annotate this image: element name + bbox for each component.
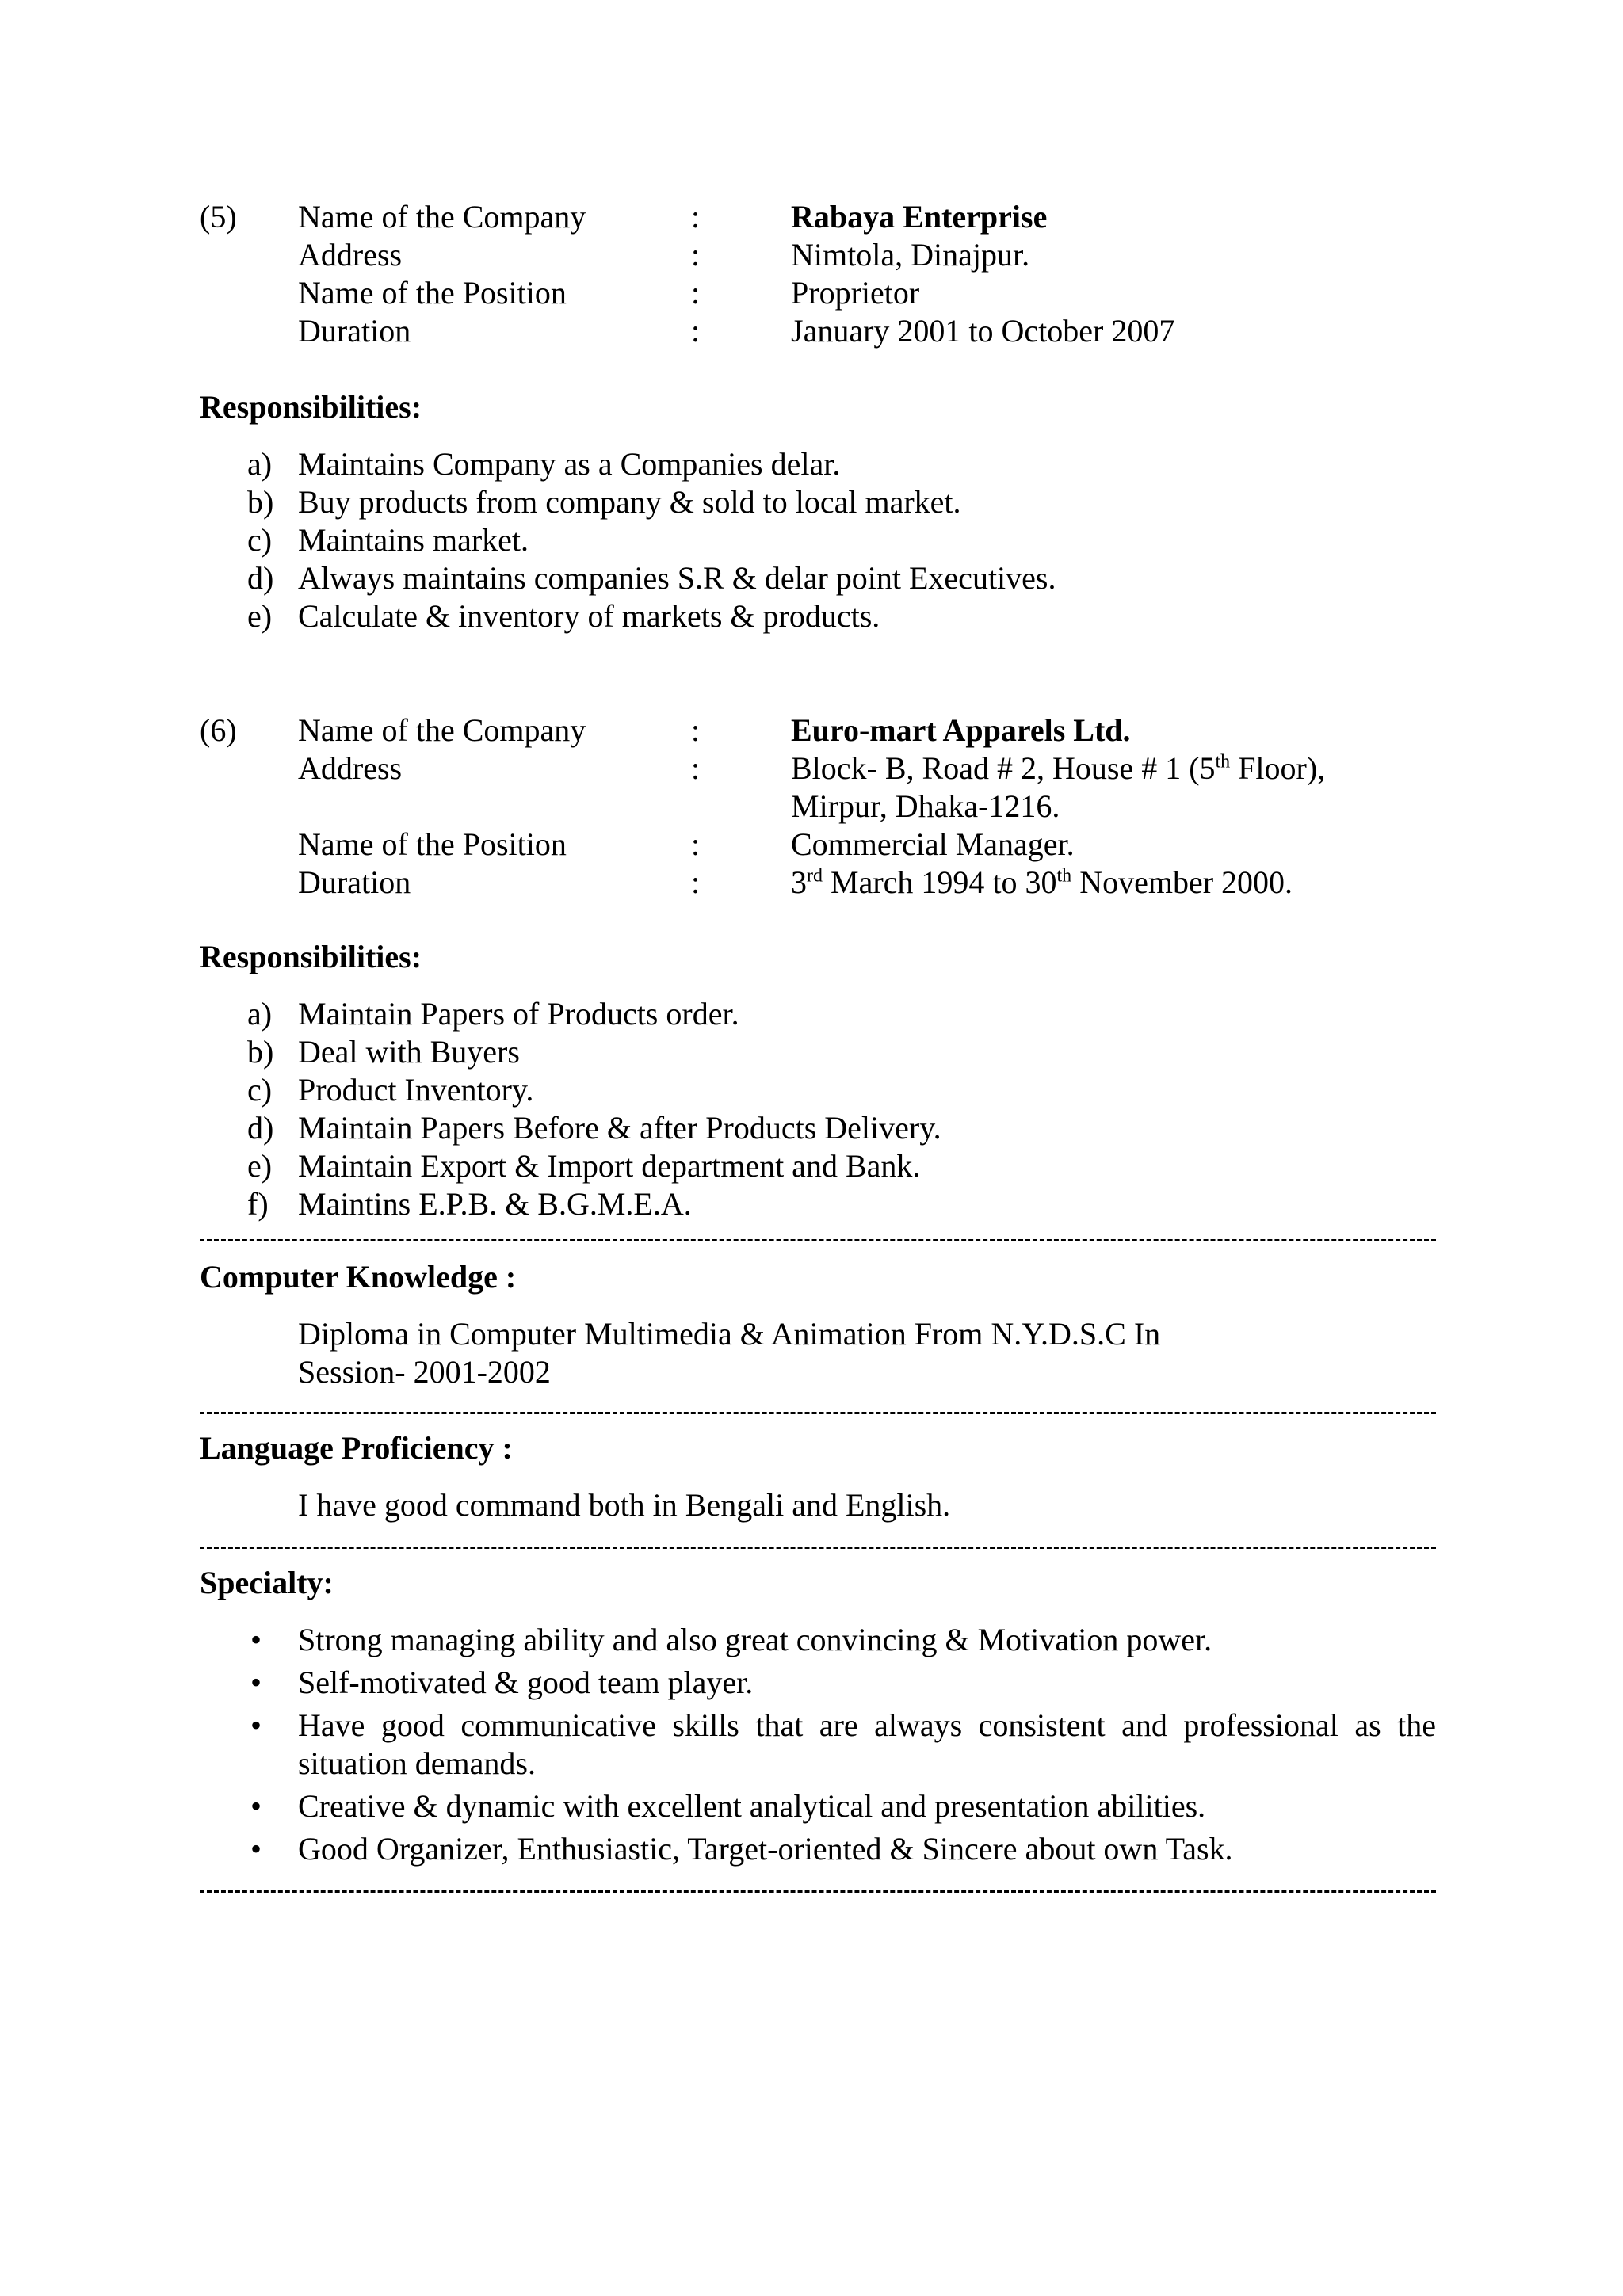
list-marker: c)	[247, 1072, 273, 1108]
list-marker: a)	[247, 446, 273, 482]
address-text: Block- B, Road # 2, House # 1 (5	[791, 750, 1216, 786]
job-5-number: (5)	[200, 199, 237, 235]
colon: :	[691, 826, 701, 862]
list-item	[200, 1185, 1436, 1223]
bullet-icon: •	[250, 1707, 262, 1743]
specialty-heading: Specialty:	[200, 1565, 334, 1600]
job-6-company-row	[200, 711, 1436, 749]
list-text: Maintain Papers Before & after Products Delivery.	[298, 1110, 941, 1146]
list-item	[200, 1147, 1436, 1185]
list-item	[200, 559, 1436, 597]
list-item	[200, 1033, 1436, 1071]
colon: :	[691, 313, 701, 349]
language-proficiency-text: I have good command both in Bengali and English.	[298, 1487, 951, 1523]
job-5-address-row	[200, 236, 1436, 274]
job-6-number: (6)	[200, 712, 237, 748]
colon: :	[691, 750, 701, 786]
job-5-duration-row	[200, 312, 1436, 350]
list-marker: a)	[247, 996, 273, 1032]
list-marker: e)	[247, 598, 273, 634]
list-item	[200, 597, 1436, 635]
list-marker: f)	[247, 1186, 269, 1222]
colon: :	[691, 237, 701, 273]
address-label: Address	[298, 750, 403, 786]
bullet-icon: •	[250, 1788, 262, 1824]
duration-label: Duration	[298, 313, 411, 349]
list-item	[200, 521, 1436, 559]
list-item	[200, 445, 1436, 483]
position-label: Name of the Position	[298, 826, 567, 862]
list-text: Buy products from company & sold to local market.	[298, 484, 961, 520]
list-text: Have good communicative skills that are always consistent and professional as the situation demands.	[298, 1707, 1436, 1781]
list-item	[200, 1830, 1436, 1868]
list-item	[200, 1707, 1436, 1783]
computer-knowledge-heading: Computer Knowledge :	[200, 1259, 517, 1295]
job-6-duration-row	[200, 864, 1436, 902]
ordinal-suffix: th	[1056, 865, 1072, 887]
language-proficiency-heading: Language Proficiency :	[200, 1430, 513, 1466]
colon: :	[691, 864, 701, 900]
list-item	[200, 1787, 1436, 1825]
address-text: Floor),	[1230, 750, 1326, 786]
list-text: Maintains Company as a Companies delar.	[298, 446, 841, 482]
list-marker: b)	[247, 1034, 274, 1070]
list-marker: c)	[247, 522, 273, 558]
job-5-position-row	[200, 274, 1436, 312]
colon: :	[691, 712, 701, 748]
colon: :	[691, 199, 701, 235]
list-item	[200, 483, 1436, 521]
list-text: Maintins E.P.B. & B.G.M.E.A.	[298, 1186, 692, 1222]
list-text: Maintains market.	[298, 522, 529, 558]
list-item	[200, 1621, 1436, 1659]
job-5-details	[200, 198, 1436, 350]
job-5-responsibilities-list	[200, 445, 1436, 635]
duration-value	[791, 864, 1293, 902]
job-6-address-row	[200, 749, 1436, 788]
computer-knowledge-line-1: Diploma in Computer Multimedia & Animation From N.Y.D.S.C In	[298, 1316, 1161, 1352]
position-value: Proprietor	[791, 275, 920, 311]
company-value: Rabaya Enterprise	[791, 199, 1048, 235]
duration-text: November 2000.	[1071, 864, 1293, 900]
list-item	[200, 1664, 1436, 1702]
job-6-address-row-2	[200, 788, 1436, 826]
specialty-list	[200, 1621, 1436, 1873]
list-text: Creative & dynamic with excellent analytical and presentation abilities.	[298, 1788, 1206, 1824]
position-value: Commercial Manager.	[791, 826, 1075, 862]
ordinal-suffix: rd	[807, 865, 823, 887]
list-text: Self-motivated & good team player.	[298, 1665, 754, 1700]
address-label: Address	[298, 237, 403, 273]
colon: :	[691, 275, 701, 311]
bullet-icon: •	[250, 1665, 262, 1700]
job-6-responsibilities-list	[200, 995, 1436, 1223]
company-label: Name of the Company	[298, 199, 586, 235]
list-item	[200, 995, 1436, 1033]
section-divider	[200, 1239, 1436, 1241]
address-value-line-1	[791, 749, 1325, 788]
list-item	[200, 1071, 1436, 1109]
list-text: Product Inventory.	[298, 1072, 534, 1108]
duration-label: Duration	[298, 864, 411, 900]
list-marker: e)	[247, 1148, 273, 1184]
list-text: Maintain Export & Import department and Bank.	[298, 1148, 921, 1184]
list-text: Deal with Buyers	[298, 1034, 520, 1070]
computer-knowledge-line-2: Session- 2001-2002	[298, 1354, 551, 1390]
job-5-company-row	[200, 198, 1436, 236]
list-item	[200, 1109, 1436, 1147]
position-label: Name of the Position	[298, 275, 567, 311]
section-divider	[200, 1890, 1436, 1893]
company-value: Euro-mart Apparels Ltd.	[791, 712, 1131, 748]
duration-text: March 1994 to 30	[823, 864, 1057, 900]
section-divider	[200, 1412, 1436, 1414]
job-6-responsibilities-heading: Responsibilities:	[200, 939, 422, 974]
list-text: Good Organizer, Enthusiastic, Target-oriented & Sincere about own Task.	[298, 1831, 1233, 1867]
list-marker: b)	[247, 484, 274, 520]
list-text: Maintain Papers of Products order.	[298, 996, 739, 1032]
job-6-position-row	[200, 826, 1436, 864]
list-marker: d)	[247, 1110, 274, 1146]
list-text: Strong managing ability and also great convincing & Motivation power.	[298, 1622, 1212, 1657]
address-value-line-2: Mirpur, Dhaka-1216.	[791, 788, 1060, 824]
job-5-responsibilities-heading: Responsibilities:	[200, 389, 422, 425]
ordinal-suffix: th	[1215, 751, 1231, 772]
duration-value: January 2001 to October 2007	[791, 313, 1175, 349]
list-text: Always maintains companies S.R & delar point Executives.	[298, 560, 1056, 596]
bullet-icon: •	[250, 1622, 262, 1657]
address-value: Nimtola, Dinajpur.	[791, 237, 1030, 273]
list-marker: d)	[247, 560, 274, 596]
company-label: Name of the Company	[298, 712, 586, 748]
list-text: Calculate & inventory of markets & products.	[298, 598, 880, 634]
duration-text: 3	[791, 864, 807, 900]
bullet-icon: •	[250, 1831, 262, 1867]
job-6-details	[200, 711, 1436, 902]
section-divider	[200, 1547, 1436, 1549]
